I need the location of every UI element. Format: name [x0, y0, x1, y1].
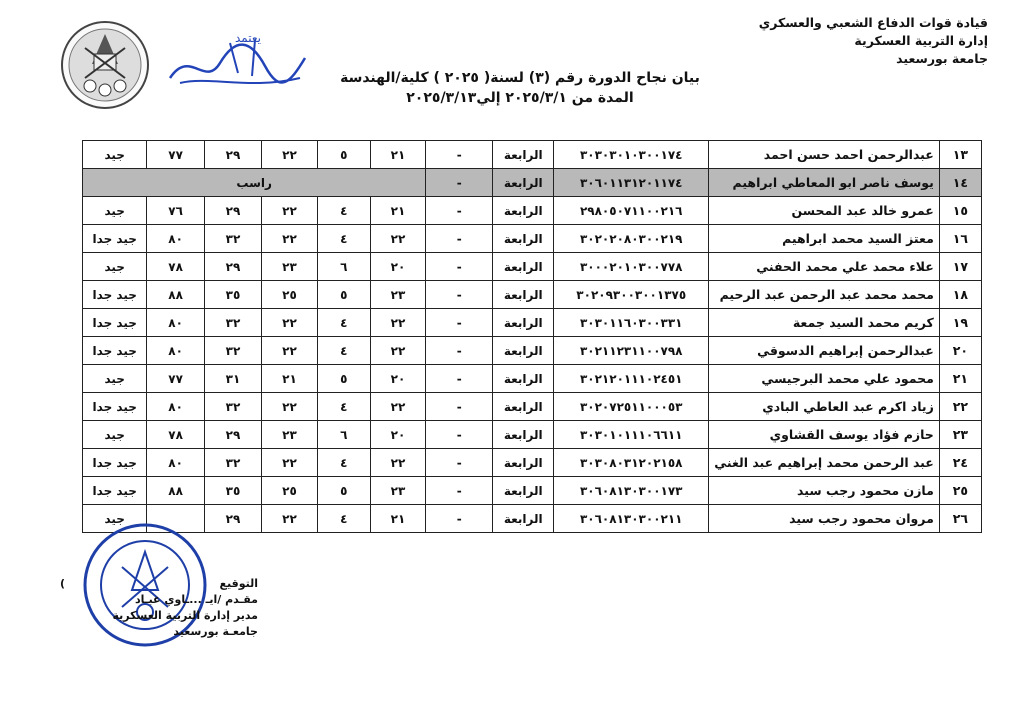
cell-dash: -	[426, 449, 493, 477]
cell-no: ٢٦	[939, 505, 981, 533]
cell-s4: ٣٥	[204, 477, 261, 505]
cell-s1: ٢٠	[370, 253, 426, 281]
cell-total: ٧٨	[147, 421, 204, 449]
cell-name: علاء محمد علي محمد الحفني	[709, 253, 940, 281]
cell-id: ٣٠٠٠٢٠١٠٣٠٠٧٧٨	[554, 253, 709, 281]
cell-level: الرابعة	[493, 365, 554, 393]
cell-no: ٢١	[939, 365, 981, 393]
cell-note: راسب	[83, 169, 426, 197]
footer-paren: )	[60, 577, 66, 590]
cell-grade: جيد جدا	[83, 281, 147, 309]
cell-s3: ٢٣	[262, 253, 318, 281]
cell-id: ٣٠٦٠١١٣١٢٠١١٧٤	[554, 169, 709, 197]
cell-name: يوسف ناصر ابو المعاطي ابراهيم	[709, 169, 940, 197]
cell-s4: ٣٢	[204, 337, 261, 365]
cell-level: الرابعة	[493, 169, 554, 197]
cell-dash: -	[426, 253, 493, 281]
cell-s2: ٥	[317, 141, 370, 169]
cell-s3: ٢١	[262, 365, 318, 393]
cell-grade: جيد جدا	[83, 337, 147, 365]
cell-s3: ٢٢	[262, 309, 318, 337]
cell-id: ٣٠٣٠١١٦٠٣٠٠٣٣١	[554, 309, 709, 337]
cell-s3: ٢٢	[262, 449, 318, 477]
cell-s3: ٢٢	[262, 141, 318, 169]
cell-s1: ٢٠	[370, 421, 426, 449]
cell-name: محمد محمد عبد الرحمن عبد الرحيم	[709, 281, 940, 309]
cell-grade: جيد	[83, 253, 147, 281]
cell-s4: ٣٢	[204, 393, 261, 421]
cell-s1: ٢٢	[370, 225, 426, 253]
cell-s4: ٢٩	[204, 421, 261, 449]
cell-no: ٢٢	[939, 393, 981, 421]
cell-s2: ٦	[317, 253, 370, 281]
cell-s3: ٢٢	[262, 337, 318, 365]
cell-s2: ٤	[317, 309, 370, 337]
table-row	[83, 197, 982, 225]
cell-dash: -	[426, 505, 493, 533]
cell-s1: ٢٢	[370, 449, 426, 477]
table-row	[83, 281, 982, 309]
cell-s3: ٢٣	[262, 421, 318, 449]
cell-id: ٣٠٣٠٨٠٣١٢٠٢١٥٨	[554, 449, 709, 477]
cell-s2: ٤	[317, 393, 370, 421]
cell-total: ٧٦	[147, 197, 204, 225]
cell-dash: -	[426, 393, 493, 421]
cell-level: الرابعة	[493, 337, 554, 365]
cell-name: مازن محمود رجب سيد	[709, 477, 940, 505]
document-title	[300, 68, 740, 108]
cell-grade: جيد جدا	[83, 225, 147, 253]
cell-s1: ٢٢	[370, 337, 426, 365]
cell-s4: ٣٢	[204, 225, 261, 253]
cell-dash: -	[426, 225, 493, 253]
cell-s2: ٤	[317, 197, 370, 225]
cell-id: ٢٩٨٠٥٠٧١١٠٠٢١٦	[554, 197, 709, 225]
cell-id: ٣٠٣٠١٠١١١٠٦٦١١	[554, 421, 709, 449]
cell-dash: -	[426, 141, 493, 169]
cell-s2: ٥	[317, 365, 370, 393]
cell-name: محمود علي محمد البرجيسي	[709, 365, 940, 393]
cell-s4: ٣٢	[204, 449, 261, 477]
cell-level: الرابعة	[493, 309, 554, 337]
table-row	[83, 309, 982, 337]
header-line-1: قيادة قوات الدفاع الشعبي والعسكري	[758, 15, 988, 30]
cell-level: الرابعة	[493, 477, 554, 505]
signature-block	[58, 576, 258, 640]
cell-s1: ٢١	[370, 197, 426, 225]
cell-no: ١٧	[939, 253, 981, 281]
header-line-3: جامعة بورسعيد	[896, 51, 988, 66]
cell-level: الرابعة	[493, 225, 554, 253]
cell-dash: -	[426, 477, 493, 505]
cell-no: ٢٠	[939, 337, 981, 365]
cell-s2: ٤	[317, 225, 370, 253]
cell-name: معتز السيد محمد ابراهيم	[709, 225, 940, 253]
cell-no: ١٤	[939, 169, 981, 197]
cell-s1: ٢٢	[370, 393, 426, 421]
cell-dash: -	[426, 309, 493, 337]
cell-grade: جيد	[83, 365, 147, 393]
cell-no: ١٣	[939, 141, 981, 169]
cell-dash: -	[426, 365, 493, 393]
cell-grade: جيد	[83, 141, 147, 169]
table-row	[83, 393, 982, 421]
cell-name: مروان محمود رجب سيد	[709, 505, 940, 533]
table-row	[83, 421, 982, 449]
cell-level: الرابعة	[493, 281, 554, 309]
cell-s2: ٤	[317, 337, 370, 365]
cell-s2: ٥	[317, 281, 370, 309]
cell-id: ٣٠٢١٢٠١١١٠٢٤٥١	[554, 365, 709, 393]
cell-s3: ٢٥	[262, 281, 318, 309]
cell-dash: -	[426, 421, 493, 449]
footer-university: جامعـة بورسعيد	[173, 625, 258, 638]
cell-s1: ٢٢	[370, 309, 426, 337]
results-table	[82, 140, 982, 533]
cell-total: ٨٠	[147, 309, 204, 337]
cell-no: ٢٣	[939, 421, 981, 449]
cell-s4: ٣٥	[204, 281, 261, 309]
signature-icon	[160, 28, 310, 98]
cell-total: ٨٠	[147, 393, 204, 421]
cell-id: ٣٠٦٠٨١٣٠٣٠٠١٧٣	[554, 477, 709, 505]
cell-name: زياد اكرم عبد العاطي البادي	[709, 393, 940, 421]
signature-label: يعتمد	[235, 31, 261, 45]
cell-s1: ٢٣	[370, 477, 426, 505]
table-row	[83, 505, 982, 533]
cell-name: عبد الرحمن محمد إبراهيم عبد الغني	[709, 449, 940, 477]
table-row	[83, 169, 982, 197]
cell-s3: ٢٢	[262, 505, 318, 533]
cell-grade: جيد جدا	[83, 309, 147, 337]
cell-id: ٣٠٢٠٢٠٨٠٣٠٠٢١٩	[554, 225, 709, 253]
cell-name: كريم محمد السيد جمعة	[709, 309, 940, 337]
cell-id: ٣٠٢١١٢٣١١٠٠٧٩٨	[554, 337, 709, 365]
cell-id: ٣٠٢٠٧٢٥١١٠٠٠٥٣	[554, 393, 709, 421]
table-row	[83, 365, 982, 393]
cell-s4: ٢٩	[204, 253, 261, 281]
cell-level: الرابعة	[493, 505, 554, 533]
cell-dash: -	[426, 169, 493, 197]
footer-officer: مقـدم /ايـ ...ـاوي عبـاد	[135, 593, 258, 606]
cell-total: ٨٨	[147, 477, 204, 505]
cell-no: ١٥	[939, 197, 981, 225]
cell-s1: ٢٣	[370, 281, 426, 309]
cell-s2: ٥	[317, 477, 370, 505]
cell-name: عمرو خالد عبد المحسن	[709, 197, 940, 225]
cell-grade: جيد جدا	[83, 393, 147, 421]
cell-s3: ٢٢	[262, 393, 318, 421]
cell-total: ٧٨	[147, 253, 204, 281]
cell-s1: ٢١	[370, 141, 426, 169]
cell-level: الرابعة	[493, 253, 554, 281]
cell-s3: ٢٢	[262, 225, 318, 253]
cell-dash: -	[426, 337, 493, 365]
cell-s2: ٦	[317, 421, 370, 449]
footer-title: مدير إدارة التربية العسكرية	[112, 609, 258, 622]
cell-grade: جيد	[83, 505, 147, 533]
cell-level: الرابعة	[493, 421, 554, 449]
cell-level: الرابعة	[493, 393, 554, 421]
cell-name: حازم فؤاد يوسف القشاوي	[709, 421, 940, 449]
cell-s2: ٤	[317, 449, 370, 477]
cell-id: ٣٠٣٠٣٠١٠٣٠٠١٧٤	[554, 141, 709, 169]
cell-no: ١٨	[939, 281, 981, 309]
emblem-icon	[60, 20, 150, 110]
cell-s3: ٢٥	[262, 477, 318, 505]
cell-id: ٣٠٢٠٩٣٠٠٣٠٠١٣٧٥	[554, 281, 709, 309]
cell-total: ٨٨	[147, 281, 204, 309]
cell-level: الرابعة	[493, 197, 554, 225]
cell-dash: -	[426, 281, 493, 309]
cell-s1: ٢١	[370, 505, 426, 533]
cell-s4: ٢٩	[204, 197, 261, 225]
table-row	[83, 141, 982, 169]
table-row	[83, 449, 982, 477]
cell-total: ٨٠	[147, 225, 204, 253]
cell-no: ٢٤	[939, 449, 981, 477]
cell-grade: جيد	[83, 197, 147, 225]
header-block	[759, 14, 988, 68]
cell-total: ٧٧	[147, 365, 204, 393]
cell-level: الرابعة	[493, 449, 554, 477]
cell-total: ٧٧	[147, 141, 204, 169]
title-line-2: المدة من ٢٠٢٥/٣/١ إلي٢٠٢٥/٣/١٣	[406, 90, 634, 106]
cell-total: ٨٠	[147, 337, 204, 365]
table-row	[83, 225, 982, 253]
cell-s3: ٢٢	[262, 197, 318, 225]
cell-s4: ٣١	[204, 365, 261, 393]
cell-name: عبدالرحمن احمد حسن احمد	[709, 141, 940, 169]
table-row	[83, 253, 982, 281]
cell-s2: ٤	[317, 505, 370, 533]
cell-s1: ٢٠	[370, 365, 426, 393]
cell-grade: جيد جدا	[83, 477, 147, 505]
cell-total: ٨٠	[147, 449, 204, 477]
table-row	[83, 477, 982, 505]
cell-level: الرابعة	[493, 141, 554, 169]
cell-no: ٢٥	[939, 477, 981, 505]
title-line-1: بيان نجاح الدورة رقم (٣) لسنة( ٢٠٢٥ ) كلية/الهندسة	[340, 70, 700, 86]
cell-s4: ٢٩	[204, 505, 261, 533]
header-line-2: إدارة التربية العسكرية	[854, 33, 988, 48]
footer-label: التوقيع	[219, 577, 258, 590]
cell-dash: -	[426, 197, 493, 225]
cell-no: ١٦	[939, 225, 981, 253]
cell-no: ١٩	[939, 309, 981, 337]
table-row	[83, 337, 982, 365]
cell-grade: جيد جدا	[83, 449, 147, 477]
cell-id: ٣٠٦٠٨١٣٠٣٠٠٢١١	[554, 505, 709, 533]
cell-s4: ٣٢	[204, 309, 261, 337]
cell-grade: جيد	[83, 421, 147, 449]
cell-s4: ٢٩	[204, 141, 261, 169]
cell-name: عبدالرحمن إبراهيم الدسوقي	[709, 337, 940, 365]
